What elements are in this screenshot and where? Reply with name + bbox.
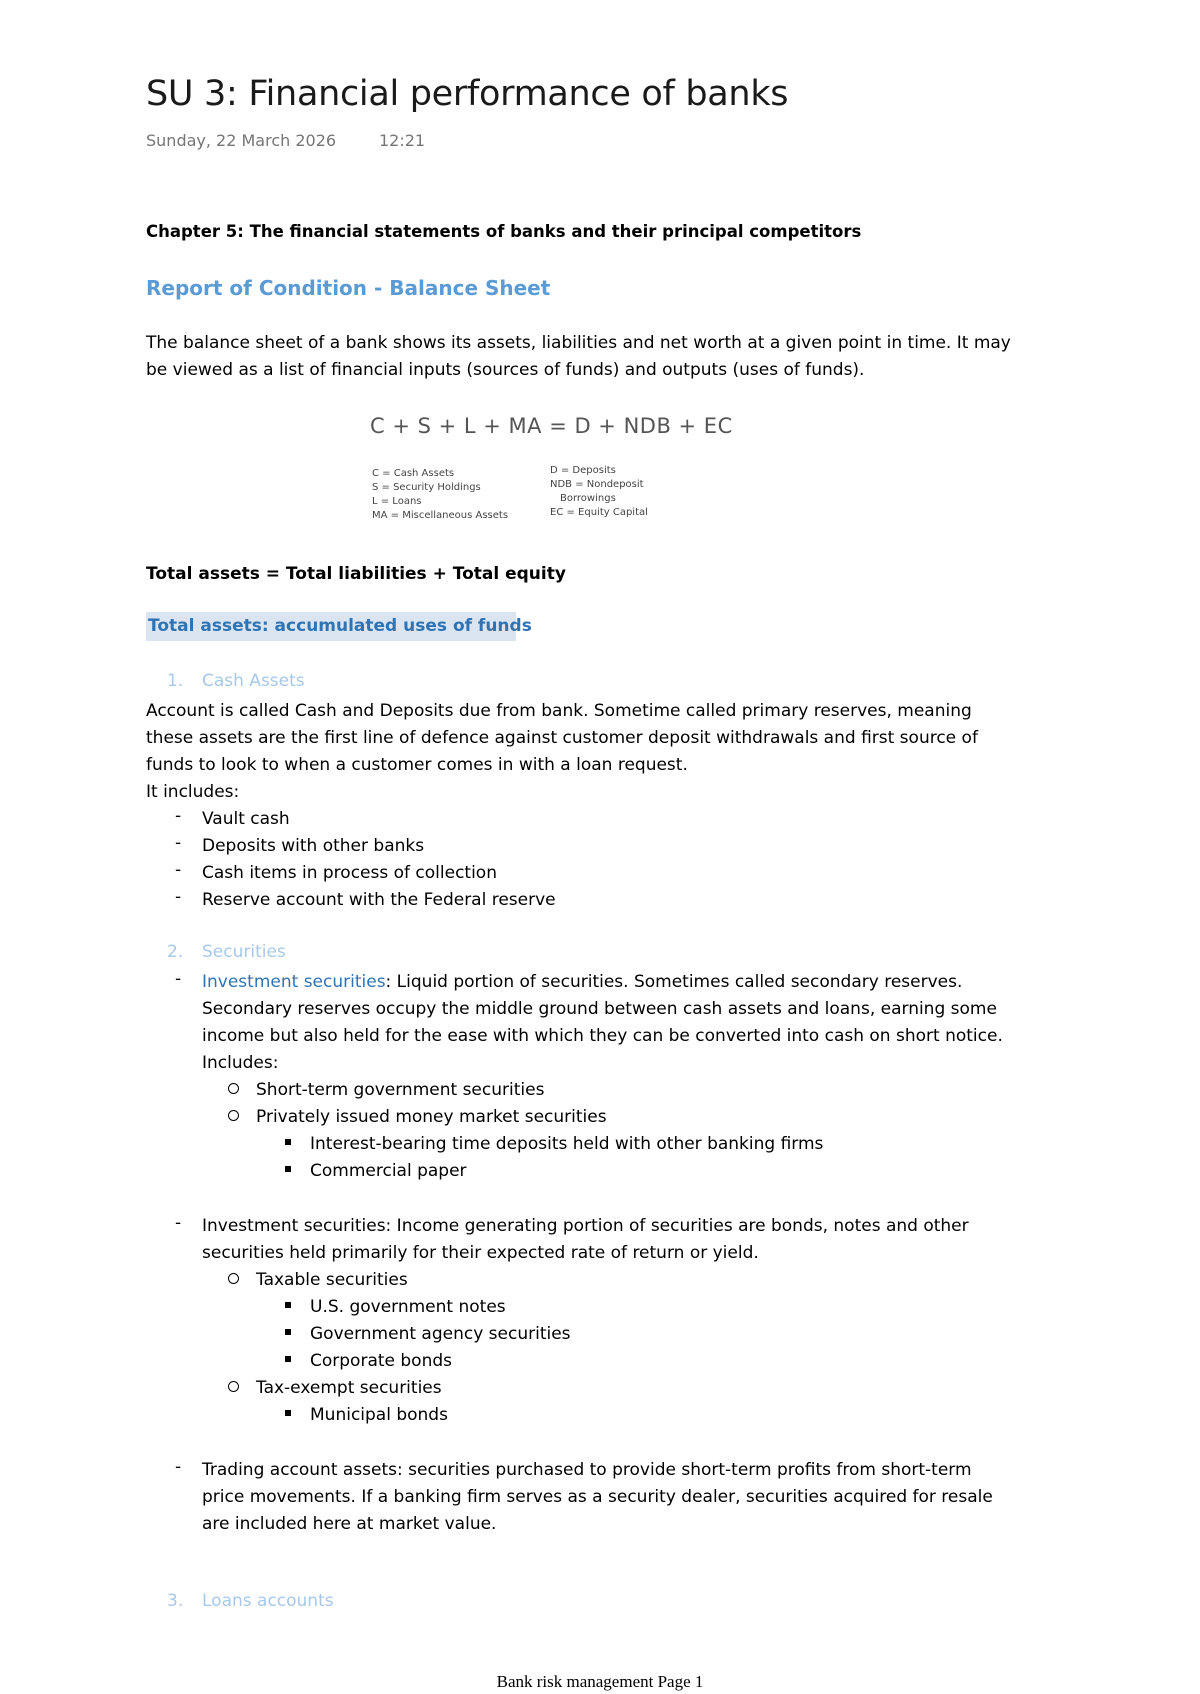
legend-ndb: NDB = Nondeposit <box>550 479 644 490</box>
legend-borrowings: Borrowings <box>560 493 616 504</box>
accounting-identity: Total assets = Total liabilities + Total equity <box>146 564 566 584</box>
trading-line: Trading account assets: securities purchased to provide short-term profits from short-term <box>202 1460 972 1480</box>
legend-cash: C = Cash Assets <box>372 468 455 479</box>
formula-right-legend <box>550 464 648 520</box>
dash-bullet: - <box>175 860 182 880</box>
investment-securities-term: Investment securities <box>202 972 386 992</box>
cash-item: Deposits with other banks <box>202 836 425 856</box>
square-bullet <box>285 1329 291 1335</box>
page-title: SU 3: Financial performance of banks <box>146 74 789 114</box>
inv1-line: income but also held for the ease with which they can be converted into cash on short notice. <box>202 1026 1003 1046</box>
inv1-line: Includes: <box>202 1053 279 1073</box>
formula-left-legend <box>372 467 508 523</box>
circle-bullet <box>228 1273 239 1284</box>
list-number-1: 1. <box>167 671 184 691</box>
legend-loans: L = Loans <box>372 496 422 507</box>
square-bullet <box>285 1302 291 1308</box>
cash-item: Vault cash <box>202 809 290 829</box>
cash-line-2: these assets are the first line of defence against customer deposit withdrawals and first source of <box>146 728 978 748</box>
circle-bullet <box>228 1110 239 1121</box>
section-heading: Report of Condition - Balance Sheet <box>146 276 551 300</box>
cash-item: Cash items in process of collection <box>202 863 497 883</box>
intro-line-2: be viewed as a list of financial inputs (sources of funds) and outputs (uses of funds). <box>146 360 865 380</box>
cash-item: Reserve account with the Federal reserve <box>202 890 556 910</box>
inv2-line: Investment securities: Income generating portion of securities are bonds, notes and other <box>202 1216 969 1236</box>
exempt-item: Municipal bonds <box>310 1405 448 1425</box>
formula-equation: C + S + L + MA = D + NDB + EC <box>370 414 733 438</box>
inv1-subsub-item: Commercial paper <box>310 1161 467 1181</box>
dash-bullet: - <box>175 969 182 989</box>
circle-bullet <box>228 1381 239 1392</box>
legend-misc: MA = Miscellaneous Assets <box>372 510 509 521</box>
dash-bullet: - <box>175 887 182 907</box>
legend-securities: S = Security Holdings <box>372 482 481 493</box>
highlighted-heading: Total assets: accumulated uses of funds <box>146 612 516 641</box>
inv1-sub-item: Short-term government securities <box>256 1080 545 1100</box>
circle-bullet <box>228 1083 239 1094</box>
legend-equity: EC = Equity Capital <box>550 507 648 518</box>
cash-line-4: It includes: <box>146 782 240 802</box>
square-bullet <box>285 1410 291 1416</box>
list-number-2: 2. <box>167 942 184 962</box>
taxable-securities: Taxable securities <box>256 1270 408 1290</box>
taxable-item: U.S. government notes <box>310 1297 506 1317</box>
chapter-heading: Chapter 5: The financial statements of banks and their principal competitors <box>146 222 862 241</box>
cash-line-1: Account is called Cash and Deposits due from bank. Sometime called primary reserves, meaning <box>146 701 972 721</box>
page-footer: Bank risk management Page 1 <box>496 1672 704 1691</box>
investment-securities-desc: : Liquid portion of securities. Sometimes called secondary reserves. <box>385 972 963 992</box>
investment-securities-line-1 <box>202 969 962 996</box>
tax-exempt-securities: Tax-exempt securities <box>256 1378 442 1398</box>
dash-bullet: - <box>175 833 182 853</box>
legend-deposits: D = Deposits <box>550 465 616 476</box>
page-time: 12:21 <box>379 131 426 150</box>
square-bullet <box>285 1139 291 1145</box>
taxable-item: Corporate bonds <box>310 1351 453 1371</box>
page-date: Sunday, 22 March 2026 <box>146 131 337 150</box>
square-bullet <box>285 1356 291 1362</box>
dash-bullet: - <box>175 806 182 826</box>
trading-line: are included here at market value. <box>202 1514 497 1534</box>
inv2-line: securities held primarily for their expected rate of return or yield. <box>202 1243 759 1263</box>
list-number-3: 3. <box>167 1591 184 1611</box>
securities-heading: Securities <box>202 942 286 962</box>
taxable-item: Government agency securities <box>310 1324 571 1344</box>
dash-bullet: - <box>175 1457 182 1477</box>
dash-bullet: - <box>175 1213 182 1233</box>
trading-line: price movements. If a banking firm serves as a security dealer, securities acquired for resale <box>202 1487 993 1507</box>
intro-line-1: The balance sheet of a bank shows its assets, liabilities and net worth at a given point in time. It may <box>146 333 1011 353</box>
square-bullet <box>285 1166 291 1172</box>
cash-assets-heading: Cash Assets <box>202 671 305 691</box>
cash-line-3: funds to look to when a customer comes in with a loan request. <box>146 755 688 775</box>
inv1-line: Secondary reserves occupy the middle ground between cash assets and loans, earning some <box>202 999 997 1019</box>
inv1-subsub-item: Interest-bearing time deposits held with other banking firms <box>310 1134 824 1154</box>
loans-heading: Loans accounts <box>202 1591 334 1611</box>
inv1-sub-item: Privately issued money market securities <box>256 1107 607 1127</box>
